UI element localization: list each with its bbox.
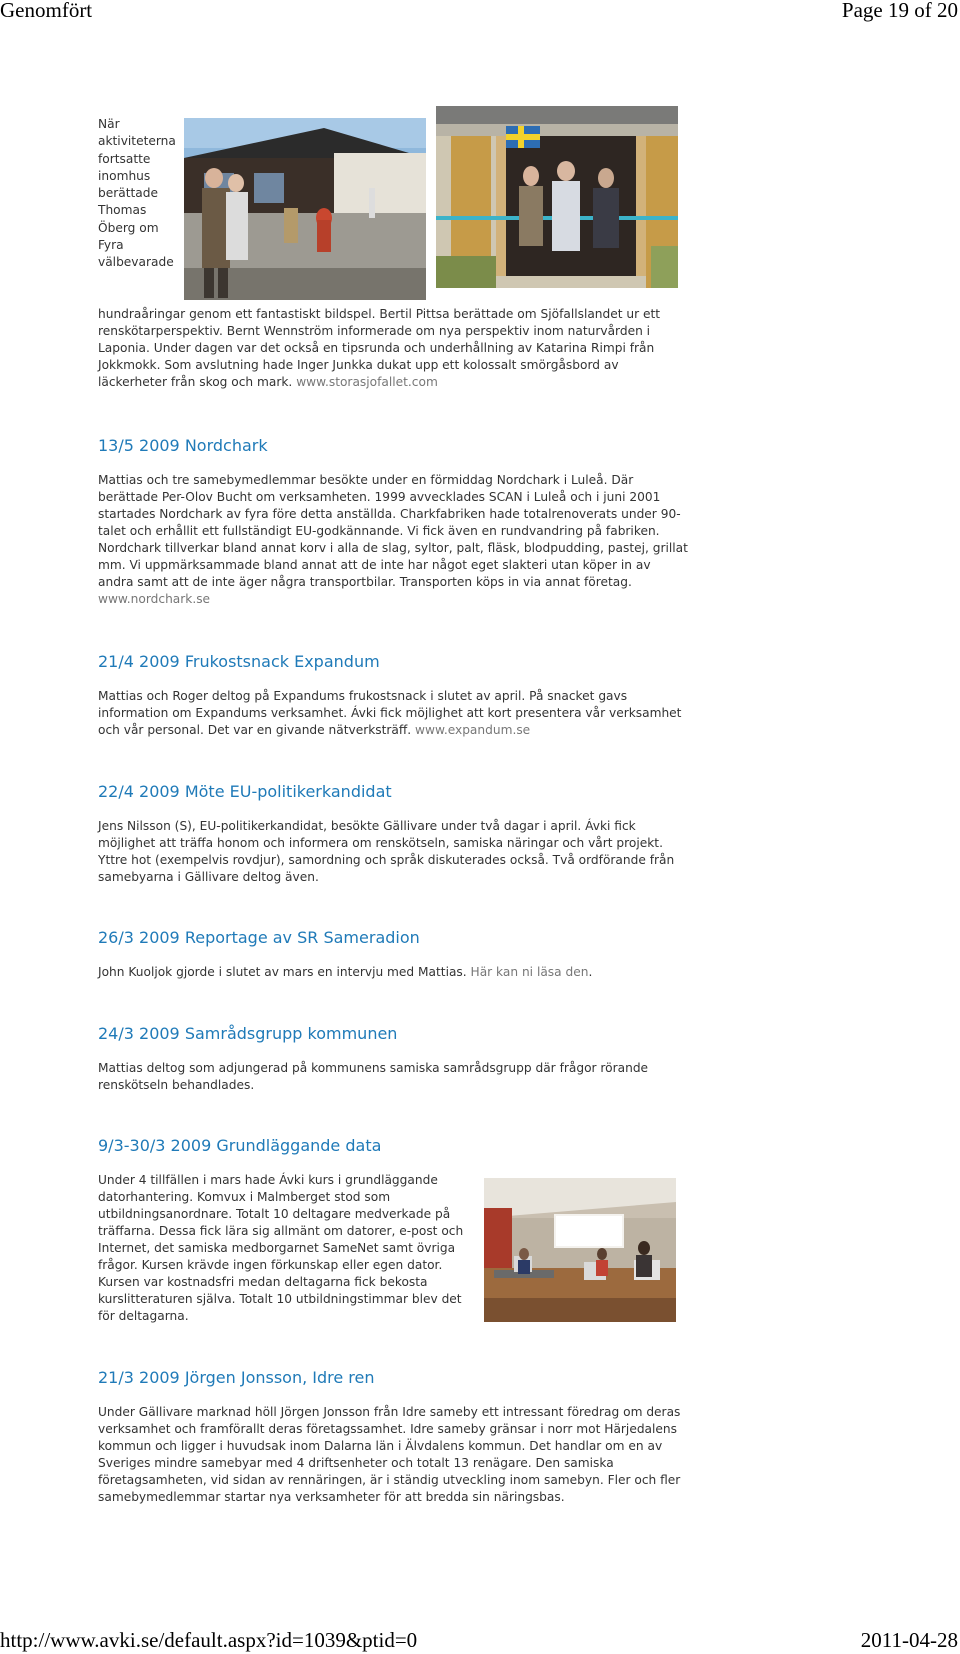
page-footer	[0, 1626, 960, 1654]
storasjofallet-link[interactable]: www.storasjofallet.com	[296, 375, 438, 389]
expandum-link[interactable]: www.expandum.se	[415, 723, 531, 737]
section-body-sameradion	[98, 964, 688, 981]
section-text: Mattias och tre samebymedlemmar besökte under en förmiddag Nordchark i Luleå. Där berättade Per-Olov Bucht om verksamheten. 1999 avvecklades SCAN i Luleå och i juni 2001 startades Nordchark av fyra före detta anställda. Charkfabriken hade totalrenoverats under 90-talet och erhållit ett fullständigt EU-godkännande. Vi fick även en rundvandring på fabriken. Nordchark tillverkar bland annat korv i alla de slag, syltor, palt, fläsk, blodpudding, pastej, grillat mm. Vi uppmärksammade bland annat att de inte har något eget slakteri utan köper in av andra samt att de inte äger några transportbilar. Transporten köps in via annat företag.	[98, 473, 688, 589]
section-heading-expandum: 21/4 2009 Frukostsnack Expandum	[98, 652, 380, 671]
section-text: John Kuoljok gjorde i slutet av mars en intervju med Mattias.	[98, 965, 467, 979]
footer-date: 2011-04-28	[860, 1628, 958, 1652]
section-heading-nordchark: 13/5 2009 Nordchark	[98, 436, 268, 455]
section-heading-sameradion: 26/3 2009 Reportage av SR Sameradion	[98, 928, 420, 947]
section-text: Mattias och Roger deltog på Expandums frukostsnack i slutet av april. På snacket gavs information om Expandums verksamhet. Ávki fick möjlighet att kort presentera vår verksamhet och vår personal. Det var en givande nätverksträff.	[98, 689, 682, 737]
section-body-nordchark	[98, 472, 688, 608]
read-interview-link[interactable]: Här kan ni läsa den	[470, 965, 589, 979]
intro-paragraph	[98, 306, 688, 391]
section-text: Under 4 tillfällen i mars hade Ávki kurs i grundläggande datorhantering. Komvux i Malmberget stod som utbildningsanordnare. Totalt 10 deltagare medverkade på träffarna. Dessa fick lära sig allmänt om datorer, e-post och Internet, det samiska medborgarnet SameNet samt övriga frågor. Kursen krävde ingen förkunskap eller egen dator. Kursen var kostnadsfri medan deltagarna fick bekosta kurslitteraturen själva. Totalt 10 utbildningstimmar blev det för deltagarna.	[98, 1173, 464, 1323]
section-text: Under Gällivare marknad höll Jörgen Jonsson från Idre sameby ett intressant föredrag om deras verksamhet och framförallt deras företagssamhet. Idre sameby gränsar i norr mot Härjedalens kommun och ligger i huvudsak inom Dalarna län i Älvdalens kommun. Det handlar om en av Sveriges mindre samebyar med 4 driftsenheter och totalt 13 renägare. Den samiska företagsamheten, vid sidan av rennäringen, är i ständig utveckling inom samebyn. Fler och fler samebymedlemmar startar nya verksamheter för att bredda sin näringsbas.	[98, 1405, 681, 1504]
section-text-end: .	[588, 965, 593, 979]
intro-side-text: När aktiviteterna fortsatte inomhus berättade Thomas Öberg om Fyra välbevarade	[98, 117, 176, 270]
nordchark-link[interactable]: www.nordchark.se	[98, 592, 211, 606]
section-text: Jens Nilsson (S), EU-politikerkandidat, besökte Gällivare under två dagar i april. Ávki fick möjlighet att träffa honom och informera om renskötseln, samiska näringar och vårt projekt. Yttre hot (exempelvis rovdjur), samordning och språk diskuterades också. Två ordförande från samebyarna i Gällivare deltog även.	[98, 819, 675, 884]
section-body-idre-ren	[98, 1404, 688, 1506]
section-heading-eu: 22/4 2009 Möte EU-politikerkandidat	[98, 782, 392, 801]
section-text: Mattias deltog som adjungerad på kommunens samiska samrådsgrupp där frågor rörande renskötseln behandlades.	[98, 1061, 649, 1092]
photo-computer-course	[484, 1178, 676, 1322]
page-header	[0, 0, 960, 26]
section-body-eu	[98, 818, 688, 886]
page-number: Page 19 of 20	[841, 0, 958, 22]
section-body-samradsgrupp	[98, 1060, 688, 1094]
section-heading-grundlaggande-data: 9/3-30/3 2009 Grundläggande data	[98, 1136, 382, 1155]
section-heading-idre-ren: 21/3 2009 Jörgen Jonsson, Idre ren	[98, 1368, 375, 1387]
header-title: Genomfört	[0, 0, 93, 22]
photo-ribbon-cutting	[436, 106, 678, 288]
photo-building-opening	[184, 118, 426, 300]
section-heading-samradsgrupp: 24/3 2009 Samrådsgrupp kommunen	[98, 1024, 398, 1043]
footer-url[interactable]: http://www.avki.se/default.aspx?id=1039&ptid=0	[0, 1628, 418, 1652]
section-body-expandum	[98, 688, 688, 739]
section-body-grundlaggande-data	[98, 1172, 470, 1325]
intro-body: hundraåringar genom ett fantastiskt bildspel. Bertil Pittsa berättade om Sjöfallslandet ur ett renskötarperspektiv. Bernt Wennström informerade om nya perspektiv inom naturvården i Laponia. Under dagen var det också en tipsrunda och underhållning av Katarina Rimpi från Jokkmokk. Som avslutning hade Inger Junkka dukat upp ett kolossalt smörgåsbord av läckerheter från skog och mark.	[98, 307, 661, 389]
